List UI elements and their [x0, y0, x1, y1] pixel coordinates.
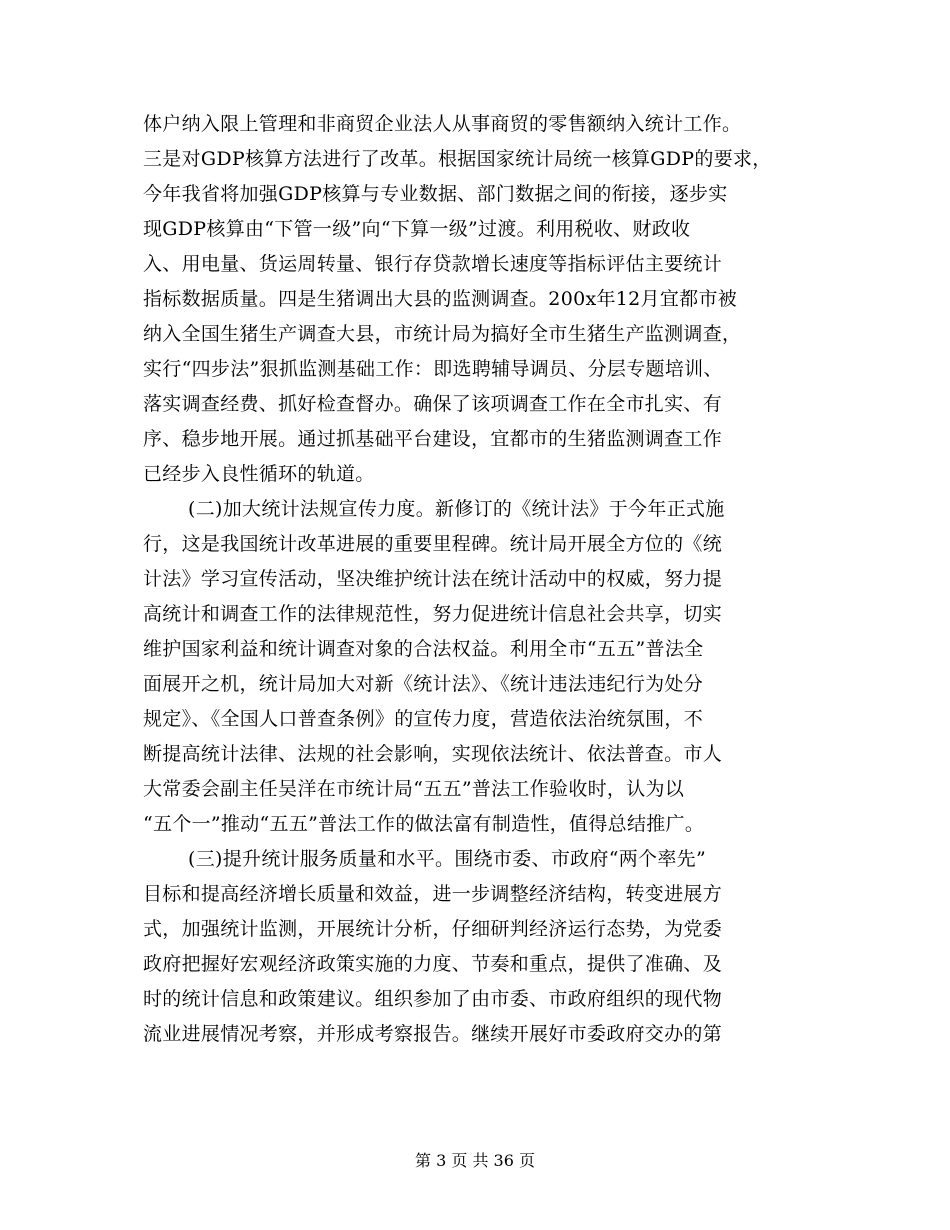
paragraph-line: 已经步入良性循环的轨道。	[143, 463, 375, 485]
paragraph-line: 规定》、《全国人口普查条例》的宣传力度，营造依法治统氛围，不	[143, 708, 704, 730]
paragraph-line: 行，这是我国统计改革进展的重要里程碑。统计局开展全方位的《统	[143, 533, 723, 555]
paragraph-line: (三)提升统计服务质量和水平。围绕市委、市政府“两个率先”	[188, 848, 706, 870]
paragraph-line: 落实调查经费、抓好检查督办。确保了该项调查工作在全市扎实、有	[143, 393, 723, 415]
paragraph-line: 计法》学习宣传活动，坚决维护统计法在统计活动中的权威，努力提	[143, 568, 723, 590]
paragraph-line: 现GDP核算由“下管一级”向“下算一级”过渡。利用税收、财政收	[143, 218, 691, 240]
paragraph-line: 式，加强统计监测，开展统计分析，仔细研判经济运行态势，为党委	[143, 918, 723, 940]
paragraph-line: 流业进展情况考察，并形成考察报告。继续开展好市委政府交办的第	[143, 1023, 723, 1045]
paragraph-line: 指标数据质量。四是生猪调出大县的监测调查。200x年12月宜都市被	[143, 288, 738, 310]
paragraph-line: “五个一”推动“五五”普法工作的做法富有制造性，值得总结推广。	[143, 813, 705, 835]
paragraph-line: 大常委会副主任吴洋在市统计局“五五”普法工作验收时，认为以	[143, 778, 685, 800]
paragraph-line: 三是对GDP核算方法进行了改革。根据国家统计局统一核算GDP的要求，	[143, 148, 772, 170]
page-number-footer: 第 3 页 共 36 页	[415, 1151, 535, 1170]
paragraph-line: 纳入全国生猪生产调查大县，市统计局为搞好全市生猪生产监测调查，	[143, 323, 742, 345]
paragraph-line: 高统计和调查工作的法律规范性，努力促进统计信息社会共享，切实	[143, 603, 723, 625]
paragraph-line: 入、用电量、货运周转量、银行存贷款增长速度等指标评估主要统计	[143, 253, 723, 275]
paragraph-line: 今年我省将加强GDP核算与专业数据、部门数据之间的衔接，逐步实	[143, 183, 728, 205]
paragraph-line: 断提高统计法律、法规的社会影响，实现依法统计、依法普查。市人	[143, 743, 723, 765]
paragraph-line: 面展开之机，统计局加大对新《统计法》、《统计违法违纪行为处分	[143, 673, 704, 695]
paragraph-line: 维护国家利益和统计调查对象的合法权益。利用全市“五五”普法全	[143, 638, 704, 660]
paragraph-line: (二)加大统计法规宣传力度。新修订的《统计法》于今年正式施	[188, 498, 725, 520]
paragraph-line: 目标和提高经济增长质量和效益，进一步调整经济结构，转变进展方	[143, 883, 723, 905]
paragraph-line: 体户纳入限上管理和非商贸企业法人从事商贸的零售额纳入统计工作。	[143, 113, 742, 135]
paragraph-line: 实行“四步法”狠抓监测基础工作：即选聘辅导调员、分层专题培训、	[143, 358, 723, 380]
paragraph-line: 序、稳步地开展。通过抓基础平台建设，宜都市的生猪监测调查工作	[143, 428, 723, 450]
paragraph-line: 政府把握好宏观经济政策实施的力度、节奏和重点，提供了准确、及	[143, 953, 723, 975]
paragraph-line: 时的统计信息和政策建议。组织参加了由市委、市政府组织的现代物	[143, 988, 723, 1010]
